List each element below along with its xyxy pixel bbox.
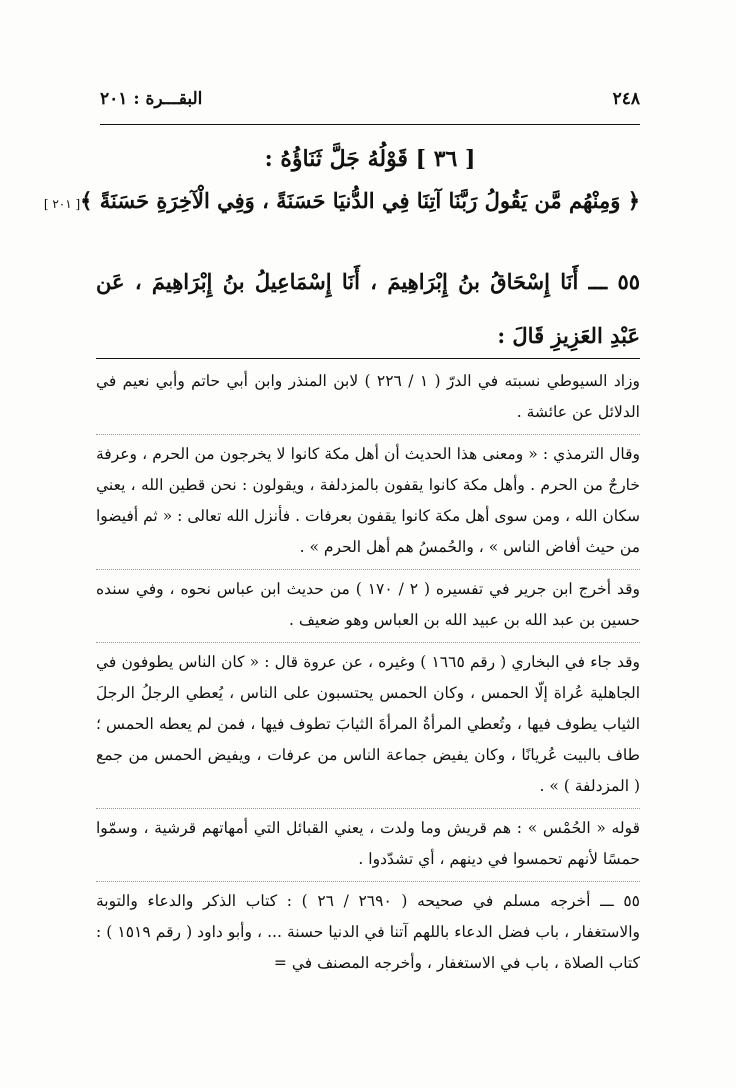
footnote-paragraph: وقد أخرج ابن جرير في تفسيره ( ٢ / ١٧٠ ) من حديث ابن عباس نحوه ، وفي سنده حسين بن عبد الله بن عبيد الله بن العباس وهو ضعيف .: [96, 580, 640, 629]
footnote-paragraph: قوله « الحُمْس » : هم قريش وما ولدت ، يعني القبائل التي أمهاتهم قرشية ، وسمّوا حمسًا لأنهم تحمسوا في دينهم ، أي تشدّدوا .: [96, 819, 640, 868]
section-heading: [ ٣٦ ] قَوْلُهُ جَلَّ ثَنَاؤُهُ :: [264, 146, 476, 172]
footnote-paragraph: وزاد السيوطي نسبته في الدرّ ( ١ / ٢٢٦ ) لابن المنذر وابن أبي حاتم وأبي نعيم في الدلائل عن عائشة .: [96, 372, 641, 421]
paragraph-divider: [96, 642, 640, 643]
footnote-rule: [96, 358, 640, 359]
page-header: [100, 84, 640, 114]
paragraph-divider: [96, 434, 640, 435]
footnote-paragraph: وقد جاء في البخاري ( رقم ١٦٦٥ ) وغيره ، عن عروة قال : « كان الناس يطوفون في الجاهلية عُراة إلّا الحمس ، وكان الحمس يحتسبون على الناس ، يُعطي الرجلُ الرجلَ الثياب يطوف فيها ، وتُعطي المرأةُ المرأةَ الثيابَ تطوف فيها ، فمن لم يعطه الحمس ؛ طاف بالبيت عُريانًا ، وكان يفيض جماعة الناس من عرفات ، ويفيض الحمس من جمع ( المزدلفة ) » .: [96, 653, 640, 795]
quran-verse: [43, 188, 640, 213]
paragraph-divider: [96, 881, 640, 882]
paragraph-divider: [96, 808, 640, 809]
header-rule: [100, 124, 640, 125]
running-title: البقـــرة : ٢٠١: [100, 89, 203, 109]
verse-text: ﴿ وَمِنْهُم مَّن يَقُولُ رَبَّنَا آتِنَا فِي الدُّنيَا حَسَنَةً ، وَفِي الْآخِرَةِ حَسَنَةً ﴾: [80, 188, 640, 213]
hadith-isnad: ٥٥ ـــ أَنَا إِسْحَاقُ بنُ إِبْرَاهِيمَ ، أَنَا إِسْمَاعِيلُ بنُ إِبْرَاهِيمَ ، عَن عَبْدِ العَزِيزِ قَالَ :: [96, 269, 640, 348]
footnote-takhrij: ٥٥ ـــ أخرجه مسلم في صحيحه ( ٢٦٩٠ / ٢٦ ) : كتاب الذكر والدعاء والتوبة والاستغفار ، باب فضل الدعاء باللهم آتنا في الدنيا حسنة ... ، وأبو داود ( رقم ١٥١٩ ) : كتاب الصلاة ، باب في الاستغفار ، وأخرجه المصنف في =: [96, 892, 641, 972]
paragraph-divider: [96, 569, 640, 570]
page-number: ٢٤٨: [612, 89, 640, 109]
footnote-paragraph: وقال الترمذي : « ومعنى هذا الحديث أن أهل مكة كانوا لا يخرجون من الحرم ، وعرفة خارجٌ من الحرم . وأهل مكة كانوا يقفون بالمزدلفة ، ويقولون : نحن قطين الله ، يعني سكان الله ، ومن سوى أهل مكة كانوا يقفون بعرفات . فأنزل الله تعالى : « ثم أفيضوا من حيث أفاض الناس » ، والحُمسُ هم أهل الحرم » .: [96, 445, 640, 556]
footnotes: [96, 366, 640, 983]
verse-reference: [ ٢٠١ ]: [43, 197, 81, 211]
